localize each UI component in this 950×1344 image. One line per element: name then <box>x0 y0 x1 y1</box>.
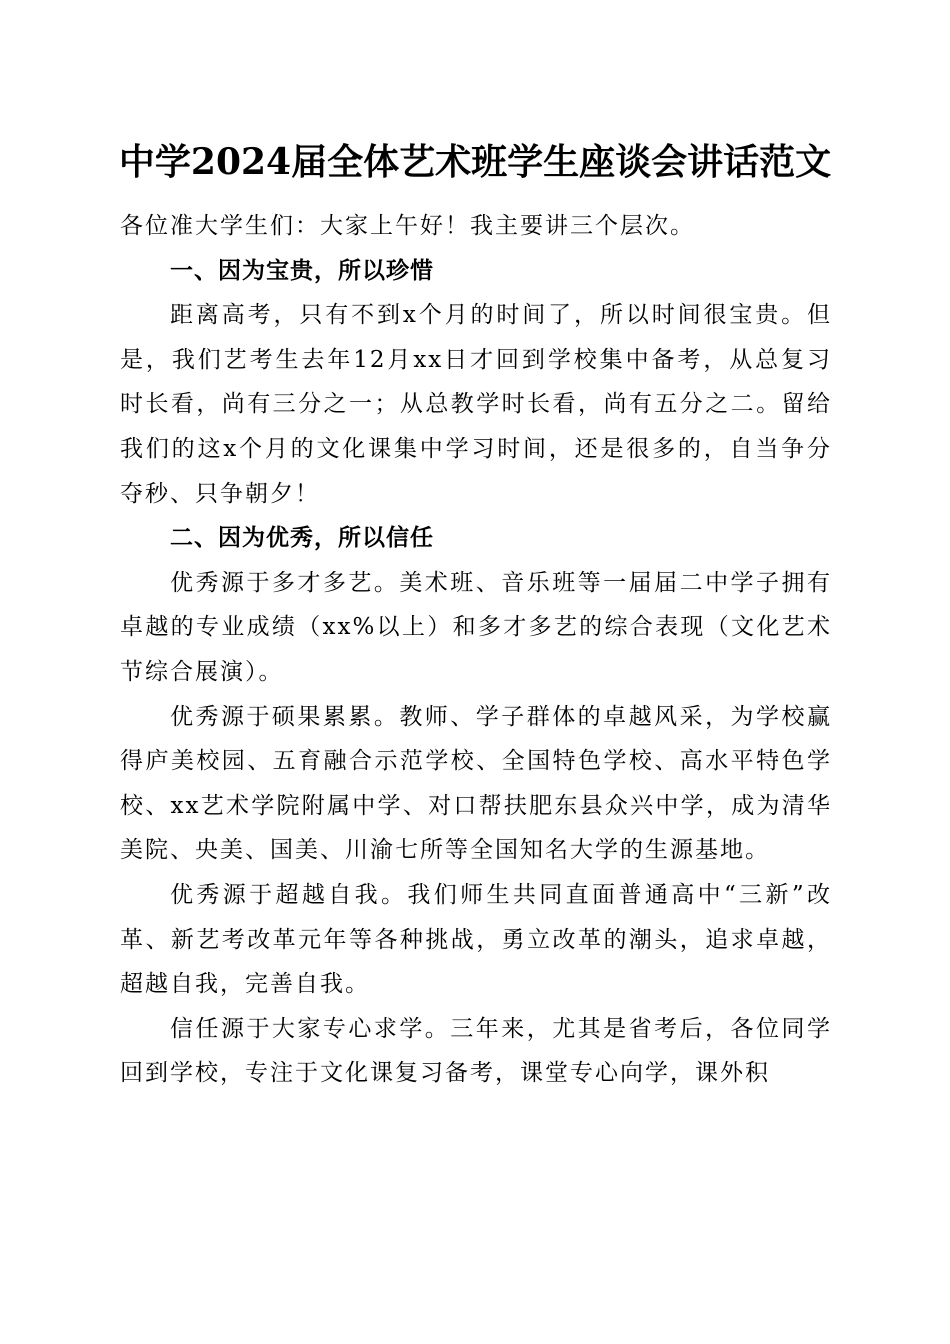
paragraph-talent: 优秀源于多才多艺。美术班、音乐班等一届届二中学子拥有卓越的专业成绩（xx%以上）和多才多艺的综合表现（文化艺术节综合展演）。 <box>120 569 832 685</box>
paragraph-trust: 信任源于大家专心求学。三年来，尤其是省考后，各位同学回到学校，专注于文化课复习备考，课堂专心向学，课外积 <box>120 1015 832 1087</box>
paragraph-self-transcendence: 优秀源于超越自我。我们师生共同直面普通高中“三新”改革、新艺考改革元年等各种挑战，勇立改革的潮头，追求卓越，超越自我，完善自我。 <box>120 881 832 998</box>
section-heading-2: 二、因为优秀，所以信任 <box>170 525 434 552</box>
paragraph-achievements: 优秀源于硕果累累。教师、学子群体的卓越风采，为学校赢得庐美校园、五育融合示范学校、全国特色学校、高水平特色学校、xx艺术学院附属中学、对口帮扶肥东县众兴中学，成为清华美院、央美、国美、川渝七所等全国知名大学的生源基地。 <box>120 703 832 864</box>
paragraph-time-precious: 距离高考，只有不到x个月的时间了，所以时间很宝贵。但是，我们艺考生去年12月xx日才回到学校集中备考，从总复习时长看，尚有三分之一；从总教学时长看，尚有五分之二。留给我们的这x个月的文化课集中学习时间，还是很多的，自当争分夺秒、只争朝夕！ <box>120 302 832 507</box>
document-body <box>120 204 832 1096</box>
section-heading-1: 一、因为宝贵，所以珍惜 <box>170 257 434 284</box>
document-title: 中学2024届全体艺术班学生座谈会讲话范文 <box>118 141 832 183</box>
greeting-paragraph: 各位准大学生们：大家上午好！我主要讲三个层次。 <box>120 213 695 239</box>
